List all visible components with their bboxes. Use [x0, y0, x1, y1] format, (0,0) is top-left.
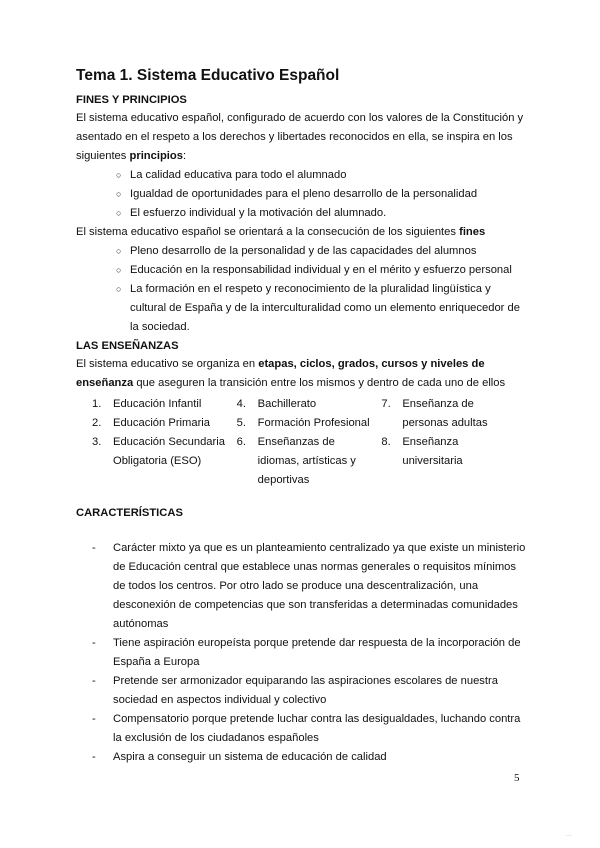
caracteristicas-heading: CARACTERÍSTICAS: [76, 507, 183, 519]
fines-intro-paragraph: El sistema educativo español, configurado de acuerdo con los valores de la Constitución y asentado en el respeto a los derechos y libertades reconocidos en ella, se inspira en los siguientes principios:: [76, 112, 524, 162]
list-item: ○ La calidad educativa para todo el alumnado: [116, 166, 526, 185]
list-item: 1. Educación Infantil: [92, 398, 202, 410]
page-title: Tema 1. Sistema Educativo Español: [76, 67, 340, 84]
list-item: 7. Enseñanza de personas adultas: [381, 398, 488, 429]
dash-bullet: -: [92, 713, 96, 725]
principios-list: [76, 166, 526, 223]
list-item: - Compensatorio porque pretende luchar contra las desigualdades, luchando contra la exclusión de los ciudadanos españoles: [92, 710, 526, 748]
list-item: - Tiene aspiración europeísta porque pretende dar respuesta de la incorporación de España a Europa: [92, 634, 526, 672]
list-item: 5. Formación Profesional: [236, 417, 370, 429]
list-item: ○ El esfuerzo individual y la motivación del alumnado.: [116, 204, 526, 223]
dash-bullet: -: [92, 751, 96, 763]
list-item: 8. Enseñanza universitaria: [381, 436, 463, 467]
list-item: 2. Educación Primaria: [92, 417, 211, 429]
corner-mark: …: [566, 832, 572, 838]
list-item: ○ La formación en el respeto y reconocimiento de la pluralidad lingüística y cultural de España y de la interculturalidad como un elemento enriquecedor de la sociedad.: [116, 280, 526, 337]
list-item: ○ Igualdad de oportunidades para el pleno desarrollo de la personalidad: [116, 185, 526, 204]
circle-bullet-icon: ○: [116, 189, 122, 199]
list-item: 4. Bachillerato: [236, 398, 317, 410]
list-item: ○ Educación en la responsabilidad individual y en el mérito y esfuerzo personal: [116, 261, 526, 280]
circle-bullet-icon: ○: [116, 284, 122, 294]
list-item: - Aspira a conseguir un sistema de educación de calidad: [92, 748, 526, 767]
list-item: - Carácter mixto ya que es un planteamiento centralizado ya que existe un ministerio de Educación central que establece unas normas generales o requisitos mínimos de todos los centros. Por otro lado se produce una descentralización, una desconexión de competencias que son transferidas a determinadas comunidades autónomas: [92, 539, 526, 634]
circle-bullet-icon: ○: [116, 246, 122, 256]
circle-bullet-icon: ○: [116, 208, 122, 218]
document-page: [76, 66, 526, 767]
ensenanzas-heading: LAS ENSEÑANZAS: [76, 340, 179, 352]
dash-bullet: -: [92, 542, 96, 554]
page-number: 5: [514, 772, 520, 784]
list-item: 3. Educación Secundaria Obligatoria (ESO): [92, 436, 225, 467]
ensenanzas-column-2: [237, 395, 382, 490]
ensenanzas-columns: [92, 395, 526, 490]
ensenanzas-column-3: [381, 395, 526, 490]
caracteristicas-list: [76, 539, 526, 767]
fines-heading: FINES Y PRINCIPIOS: [76, 94, 187, 106]
fines-list: [76, 242, 526, 337]
circle-bullet-icon: ○: [116, 170, 122, 180]
dash-bullet: -: [92, 675, 96, 687]
list-item: - Pretende ser armonizador equiparando las aspiraciones escolares de nuestra sociedad en aspectos individual y colectivo: [92, 672, 526, 710]
ensenanzas-column-1: [92, 395, 237, 490]
list-item: ○ Pleno desarrollo de la personalidad y de las capacidades del alumnos: [116, 242, 526, 261]
dash-bullet: -: [92, 637, 96, 649]
ensenanzas-intro-paragraph: El sistema educativo se organiza en etapas, ciclos, grados, cursos y niveles de enseñanza que aseguren la transición entre los mismos y dentro de cada uno de ellos: [76, 358, 506, 389]
list-item: 6. Enseñanzas de idiomas, artísticas y deportivas: [236, 436, 356, 486]
circle-bullet-icon: ○: [116, 265, 122, 275]
fines-intro-line: El sistema educativo español se orientará a la consecución de los siguientes fines: [76, 226, 486, 238]
